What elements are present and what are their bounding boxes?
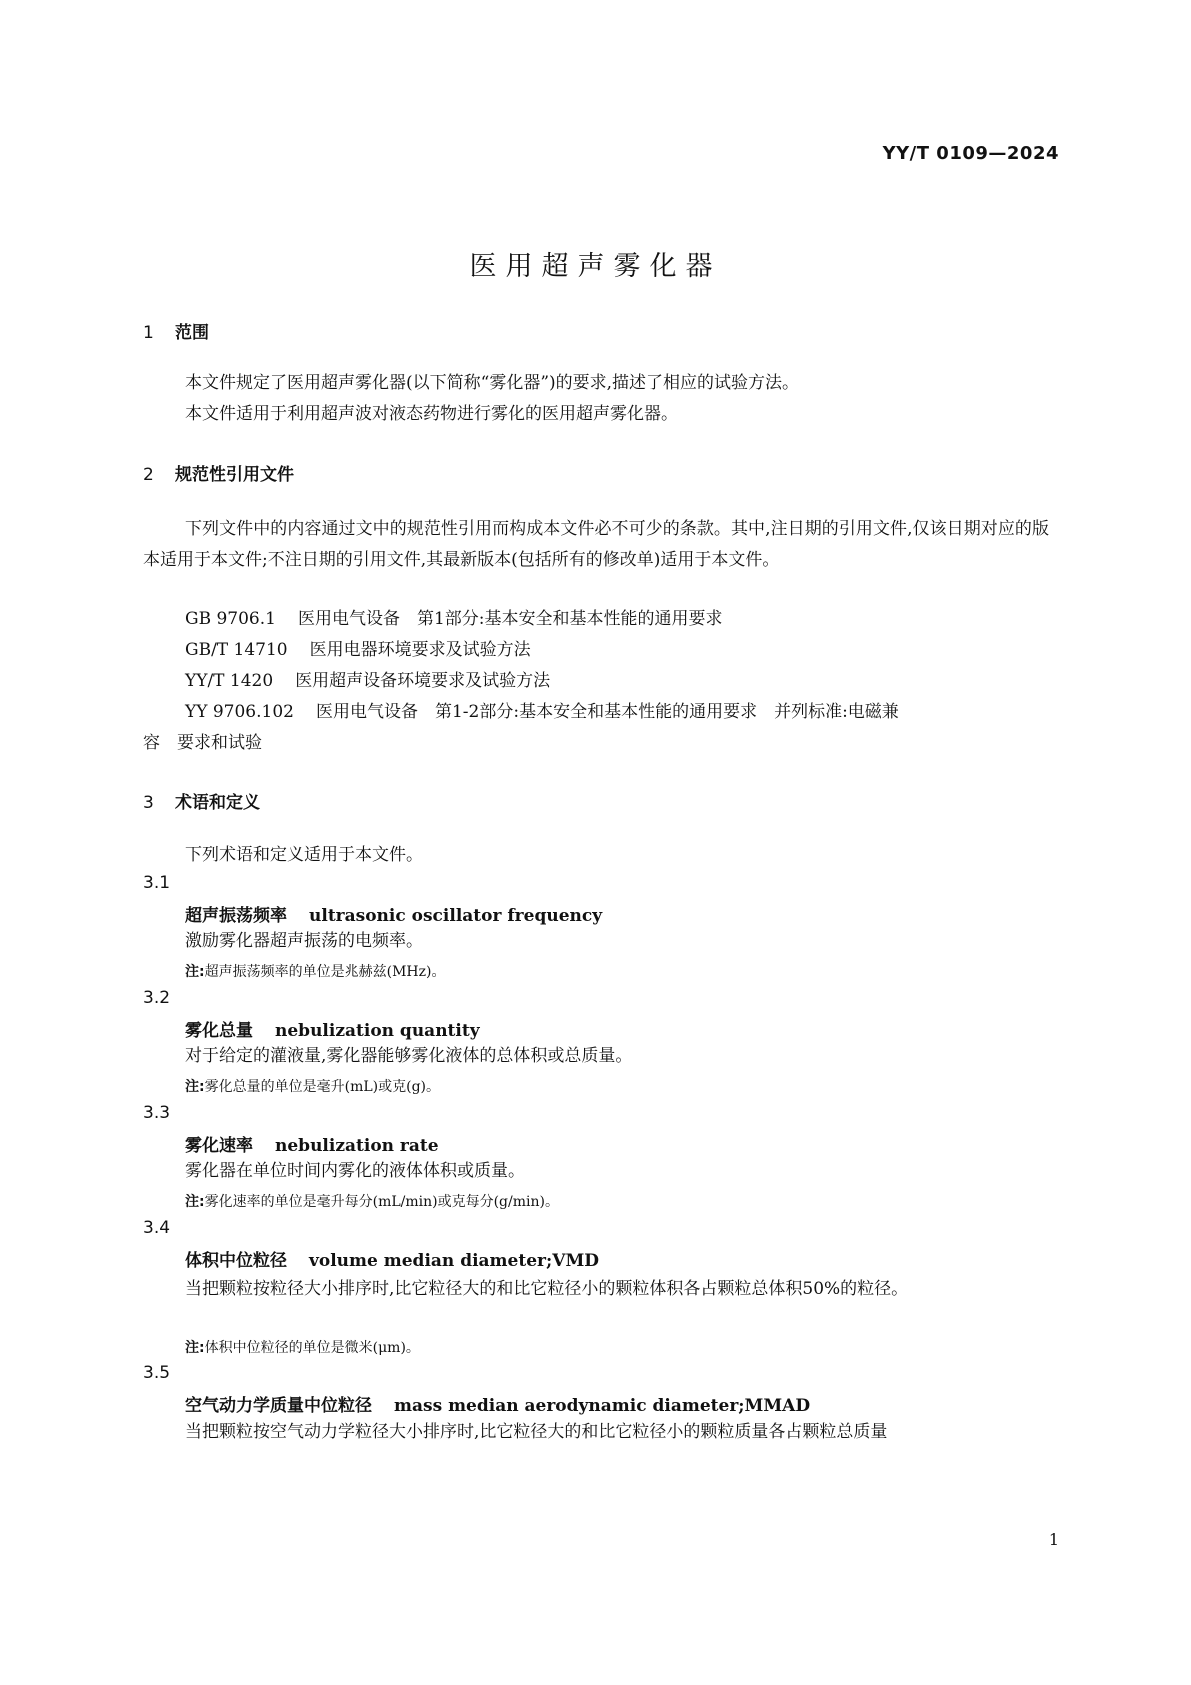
reference-item xyxy=(185,607,723,631)
reference-title: 医用电器环境要求及试验方法 xyxy=(309,640,531,660)
reference-code: GB/T 14710 xyxy=(185,640,288,660)
note-text: 超声振荡频率的单位是兆赫兹(MHz)。 xyxy=(204,964,446,980)
term-entry xyxy=(185,1131,439,1156)
section-2-heading xyxy=(143,460,294,485)
reference-title: 医用电气设备 第1部分:基本安全和基本性能的通用要求 xyxy=(297,609,723,629)
clause-number: 3.4 xyxy=(143,1218,171,1238)
term-note xyxy=(185,1337,420,1357)
note-text: 雾化速率的单位是毫升每分(mL/min)或克每分(g/min)。 xyxy=(204,1194,559,1210)
section-title: 术语和定义 xyxy=(175,793,260,813)
term-definition: 当把颗粒按空气动力学粒径大小排序时,比它粒径大的和比它粒径小的颗粒质量各占颗粒总质量 xyxy=(185,1422,888,1442)
term-entry xyxy=(185,901,602,926)
term-entry xyxy=(185,1391,810,1416)
term-definition: 激励雾化器超声振荡的电频率。 xyxy=(185,931,423,951)
paragraph: 本文件规定了医用超声雾化器(以下简称“雾化器”)的要求,描述了相应的试验方法。 xyxy=(185,373,800,393)
clause-number: 3.2 xyxy=(143,988,171,1008)
clause-number: 3.3 xyxy=(143,1103,171,1123)
section-number: 2 xyxy=(143,465,154,485)
document-title: 医用超声雾化器 xyxy=(469,251,722,282)
note-label: 注: xyxy=(185,1194,205,1210)
term-definition: 雾化器在单位时间内雾化的液体体积或质量。 xyxy=(185,1161,525,1181)
note-label: 注: xyxy=(185,1079,205,1095)
reference-title: 医用超声设备环境要求及试验方法 xyxy=(295,671,551,691)
term-entry xyxy=(185,1246,599,1271)
reference-code: YY 9706.102 xyxy=(185,702,294,722)
term-en: nebulization quantity xyxy=(275,1021,480,1041)
term-definition: 当把颗粒按粒径大小排序时,比它粒径大的和比它粒径小的颗粒体积各占颗粒总体积50%的粒径。 xyxy=(185,1279,909,1299)
term-note xyxy=(185,1191,559,1211)
reference-continuation: 容 要求和试验 xyxy=(143,733,262,753)
term-zh: 超声振荡频率 xyxy=(185,906,287,926)
section-3-heading xyxy=(143,788,260,813)
term-en: volume median diameter;VMD xyxy=(309,1251,600,1271)
term-definition: 对于给定的灌液量,雾化器能够雾化液体的总体积或总质量。 xyxy=(185,1046,633,1066)
note-text: 体积中位粒径的单位是微米(μm)。 xyxy=(204,1340,420,1356)
paragraph: 下列文件中的内容通过文中的规范性引用而构成本文件必不可少的条款。其中,注日期的引用文件,仅该日期对应的版本适用于本文件;不注日期的引用文件,其最新版本(包括所有的修改单)适用于本文件。 xyxy=(143,519,1049,570)
reference-code: GB 9706.1 xyxy=(185,609,276,629)
reference-item xyxy=(185,700,899,724)
term-en: ultrasonic oscillator frequency xyxy=(309,906,603,926)
section-title: 规范性引用文件 xyxy=(175,465,294,485)
term-zh: 空气动力学质量中位粒径 xyxy=(185,1396,372,1416)
clause-number: 3.1 xyxy=(143,873,171,893)
reference-code: YY/T 1420 xyxy=(185,671,274,691)
term-note xyxy=(185,1076,440,1096)
paragraph: 本文件适用于利用超声波对液态药物进行雾化的医用超声雾化器。 xyxy=(185,404,678,424)
clause-number: 3.5 xyxy=(143,1363,171,1383)
paragraph: 下列术语和定义适用于本文件。 xyxy=(185,845,423,865)
term-entry xyxy=(185,1016,480,1041)
reference-item xyxy=(185,638,531,662)
document-number: YY/T 0109—2024 xyxy=(882,143,1059,164)
term-zh: 雾化总量 xyxy=(185,1021,253,1041)
section-title: 范围 xyxy=(175,323,209,343)
term-en: nebulization rate xyxy=(275,1136,439,1156)
term-en: mass median aerodynamic diameter;MMAD xyxy=(394,1396,811,1416)
section-number: 1 xyxy=(143,323,154,343)
term-zh: 雾化速率 xyxy=(185,1136,253,1156)
note-label: 注: xyxy=(185,1340,205,1356)
term-note xyxy=(185,961,445,981)
note-label: 注: xyxy=(185,964,205,980)
section-1-heading xyxy=(143,318,209,343)
section-number: 3 xyxy=(143,793,154,813)
term-zh: 体积中位粒径 xyxy=(185,1251,287,1271)
reference-item xyxy=(185,669,550,693)
page-number: 1 xyxy=(1048,1530,1059,1549)
note-text: 雾化总量的单位是毫升(mL)或克(g)。 xyxy=(204,1079,440,1095)
reference-title: 医用电气设备 第1-2部分:基本安全和基本性能的通用要求 并列标准:电磁兼 xyxy=(315,702,899,722)
